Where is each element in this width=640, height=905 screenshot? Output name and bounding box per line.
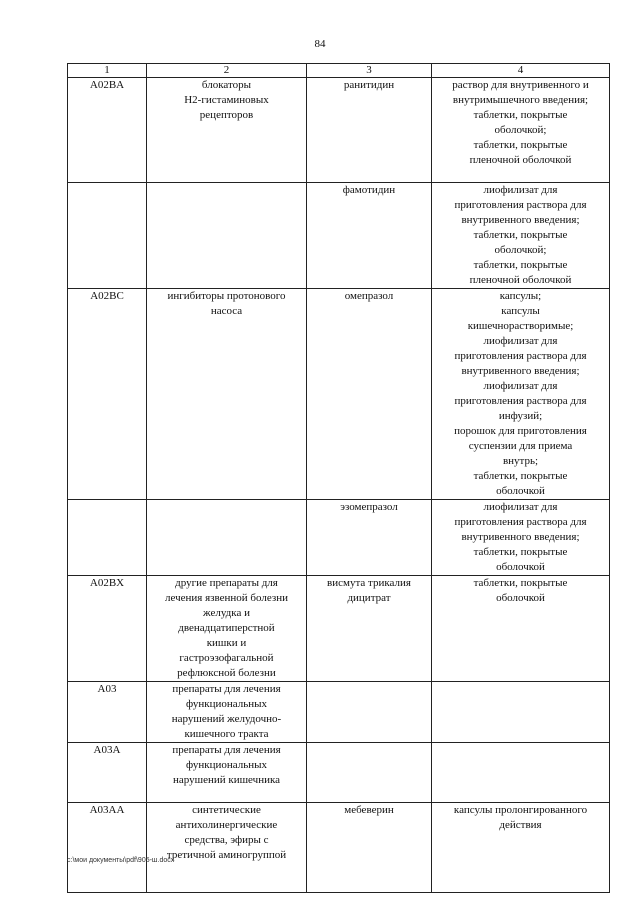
table-row [68, 743, 610, 803]
table-row [68, 682, 610, 743]
atc-code-cell [68, 500, 147, 576]
cell-text-line: капсулы [501, 305, 540, 317]
cell-text-line: таблетки, покрытые [473, 259, 568, 271]
group-name-cell [147, 500, 307, 576]
cell-text-line: рецепторов [199, 109, 254, 121]
cell-text-line: капсулы пролонгированного [453, 804, 588, 816]
cell-text-line: кишки и [206, 637, 247, 649]
group-name-cell [147, 78, 307, 183]
cell-text-line: кишечнорастворимые; [467, 320, 574, 332]
cell-text-line: желудка и [203, 607, 250, 619]
table-row [68, 500, 610, 576]
cell-text-line: лечения язвенной болезни [165, 592, 288, 604]
cell-text-line: синтетические [192, 804, 261, 816]
cell-text-line: насоса [210, 305, 243, 317]
cell-text-line: A03 [97, 683, 117, 695]
cell-text-line: нарушений кишечника [172, 774, 281, 786]
dosage-forms-cell [432, 803, 610, 893]
atc-code-cell [68, 289, 147, 500]
dosage-forms-cell [432, 743, 610, 803]
drug-name-cell [307, 289, 432, 500]
page-number: 84 [314, 38, 326, 50]
cell-text-line: эзомепразол [340, 501, 398, 513]
cell-text-line: кишечного тракта [184, 728, 269, 740]
drug-name-cell [307, 682, 432, 743]
group-name-cell [147, 682, 307, 743]
cell-text-line: A03AA [89, 804, 125, 816]
group-name-cell [147, 576, 307, 682]
cell-text-line: другие препараты для [175, 577, 278, 589]
cell-text-line: A02BX [89, 577, 125, 589]
table-row [68, 78, 610, 183]
group-name-cell [147, 289, 307, 500]
cell-text-line: висмута трикалия [327, 577, 411, 589]
drug-name-cell [307, 78, 432, 183]
cell-text-line: таблетки, покрытые [473, 577, 568, 589]
cell-text-line: оболочкой [496, 592, 545, 604]
header-cell-1: 1 [68, 64, 147, 78]
cell-text-line: лиофилизат для [483, 380, 558, 392]
cell-text-line: A03A [93, 744, 121, 756]
cell-text-line: A02BC [90, 290, 124, 302]
cell-text-line: антихолинергические [175, 819, 278, 831]
atc-code-cell [68, 576, 147, 682]
cell-text-line: средства, эфиры с [184, 834, 269, 846]
cell-text-line: функциональных [185, 698, 267, 710]
cell-text-line: оболочкой [496, 561, 545, 573]
header-cell-4: 4 [432, 64, 610, 78]
cell-text-line: инфузий; [498, 410, 543, 422]
cell-text-line: лиофилизат для [483, 335, 558, 347]
dosage-forms-cell [432, 289, 610, 500]
dosage-forms-cell [432, 500, 610, 576]
cell-text-line: функциональных [185, 759, 267, 771]
cell-text-line: оболочкой; [494, 124, 547, 136]
dosage-forms-cell [432, 78, 610, 183]
group-name-cell [147, 743, 307, 803]
drug-name-cell [307, 576, 432, 682]
atc-code-cell [68, 682, 147, 743]
drug-name-cell [307, 803, 432, 893]
cell-text-line: омепразол [344, 290, 394, 302]
header-cell-2: 2 [147, 64, 307, 78]
atc-code-cell [68, 803, 147, 893]
cell-text-line: препараты для лечения [172, 744, 281, 756]
cell-text-line: внутрь; [502, 455, 539, 467]
cell-text-line: таблетки, покрытые [473, 139, 568, 151]
cell-text-line: внутривенного введения; [461, 214, 580, 226]
cell-text-line: таблетки, покрытые [473, 470, 568, 482]
dosage-forms-cell [432, 183, 610, 289]
cell-text-line: пленочной оболочкой [469, 274, 572, 286]
cell-text-line: препараты для лечения [172, 683, 281, 695]
drug-name-cell [307, 500, 432, 576]
header-cell-3: 3 [307, 64, 432, 78]
table-row [68, 576, 610, 682]
cell-text-line: внутримышечного введения; [452, 94, 589, 106]
cell-text-line: дицитрат [347, 592, 391, 604]
drug-table [67, 63, 610, 893]
atc-code-cell [68, 78, 147, 183]
drug-name-cell [307, 743, 432, 803]
group-name-cell [147, 803, 307, 893]
cell-text-line: раствор для внутривенного и [452, 79, 589, 91]
cell-text-line: капсулы; [499, 290, 542, 302]
drug-name-cell [307, 183, 432, 289]
cell-text-line: внутривенного введения; [461, 531, 580, 543]
table-body [68, 78, 610, 893]
cell-text-line: ранитидин [343, 79, 395, 91]
table-row [68, 183, 610, 289]
cell-text-line: A02BA [89, 79, 125, 91]
cell-text-line: блокаторы [201, 79, 252, 91]
dosage-forms-cell [432, 682, 610, 743]
cell-text-line: приготовления раствора для [454, 516, 587, 528]
cell-text-line: таблетки, покрытые [473, 109, 568, 121]
group-name-cell [147, 183, 307, 289]
cell-text-line: таблетки, покрытые [473, 229, 568, 241]
cell-text-line: пленочной оболочкой [469, 154, 572, 166]
footer-file-path: c:\мои документы\pdf\905-ш.docx [67, 857, 175, 864]
cell-text-line: двенадцатиперстной [178, 622, 275, 634]
cell-text-line: лиофилизат для [483, 184, 558, 196]
cell-text-line: оболочкой [496, 485, 545, 497]
cell-text-line: суспензии для приема [468, 440, 573, 452]
table-row [68, 803, 610, 893]
cell-text-line: рефлюксной болезни [177, 667, 276, 679]
cell-text-line: внутривенного введения; [461, 365, 580, 377]
atc-code-cell [68, 743, 147, 803]
cell-text-line: гастроэзофагальной [179, 652, 274, 664]
cell-text-line: мебеверин [344, 804, 394, 816]
cell-text-line: фамотидин [342, 184, 396, 196]
cell-text-line: лиофилизат для [483, 501, 558, 513]
cell-text-line: порошок для приготовления [454, 425, 587, 437]
header-row [68, 64, 610, 78]
cell-text-line: приготовления раствора для [454, 199, 587, 211]
cell-text-line: ингибиторы протонового [167, 290, 286, 302]
cell-text-line: третичной аминогруппой [166, 849, 287, 861]
cell-text-line: оболочкой; [494, 244, 547, 256]
cell-text-line: таблетки, покрытые [473, 546, 568, 558]
cell-text-line: действия [499, 819, 542, 831]
atc-code-cell [68, 183, 147, 289]
cell-text-line: Н2-гистаминовых [184, 94, 269, 106]
cell-text-line: приготовления раствора для [454, 350, 587, 362]
table-row [68, 289, 610, 500]
dosage-forms-cell [432, 576, 610, 682]
cell-text-line: приготовления раствора для [454, 395, 587, 407]
cell-text-line: нарушений желудочно- [171, 713, 282, 725]
